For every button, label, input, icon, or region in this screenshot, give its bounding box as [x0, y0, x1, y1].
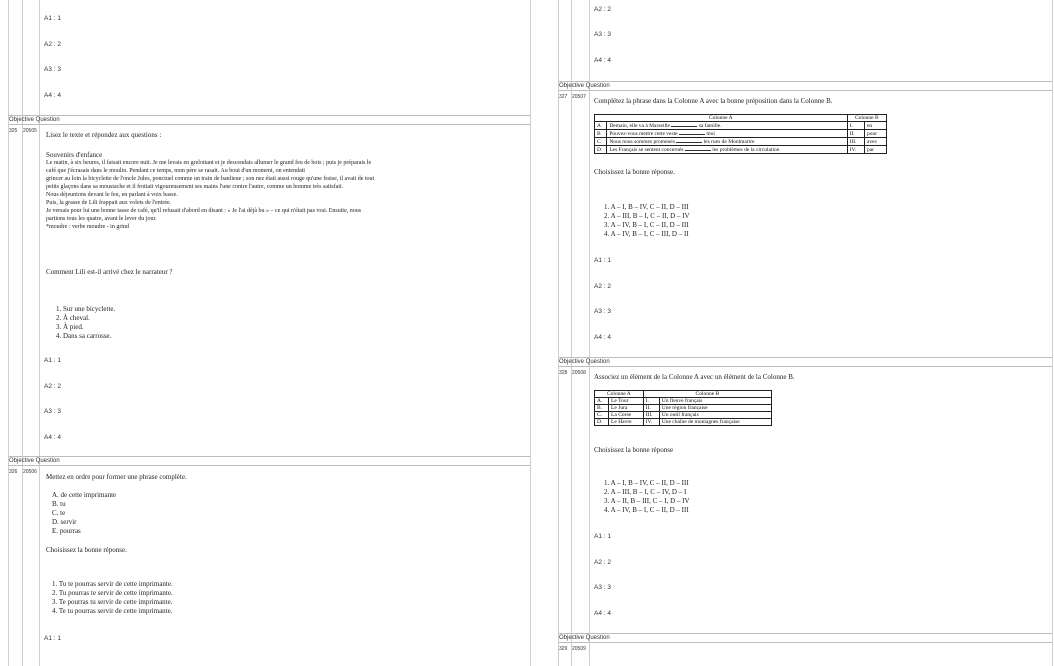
option: 4. A – IV, B – I, C – II, D – III — [604, 506, 689, 514]
table-row — [595, 138, 887, 146]
row-a — [607, 122, 847, 130]
table-row — [595, 398, 772, 405]
col-a-header: Colonne A — [595, 391, 644, 398]
option: 4. Dans sa carrosse. — [56, 332, 112, 340]
question-id: 20508 — [572, 370, 586, 376]
right-column — [556, 0, 1054, 666]
col-b-header: Colonne B — [847, 115, 886, 122]
passage-line: Puis, la grasse de Lili frappait aux volets de l'entrée. — [46, 200, 172, 206]
question-number: 327 — [559, 94, 568, 100]
answer-line: A1 : 1 — [594, 257, 611, 264]
question-number: 329 — [559, 646, 568, 652]
row-num: II. — [847, 130, 864, 138]
option: 1. A – I, B – IV, C – II, D – III — [604, 203, 689, 211]
sentence-part: E. pourras — [52, 527, 81, 535]
divider — [558, 90, 1052, 91]
question-number: 328 — [559, 370, 568, 376]
answer-line: A4 : 4 — [594, 57, 611, 64]
row-a-text: sa famille. — [698, 123, 722, 129]
divider — [558, 366, 1052, 367]
question-id: 20506 — [23, 469, 37, 475]
question-type: Objective Question — [559, 359, 610, 365]
passage-line: Le matin, à six heures, il faisait encore nuit. Je me levais en grelottant et je descendais allumer le grand feu de bois ; puis je préparais le — [46, 160, 372, 166]
option: 2. Tu pourras te servir de cette imprimante. — [52, 589, 173, 597]
answer-line: A4 : 4 — [44, 92, 61, 99]
sentence-part: B. tu — [52, 500, 66, 508]
question-number: 326 — [9, 469, 18, 475]
row-key: D — [595, 146, 607, 154]
divider — [558, 357, 1052, 358]
sentence-part: C. te — [52, 509, 66, 517]
question-number: 325 — [9, 128, 18, 134]
row-a-text: Nous nous sommes promenés — [609, 139, 675, 145]
row-a-text: les rues de Montmartre — [703, 139, 755, 145]
passage-title: Souvenirs d'enfance — [46, 151, 103, 159]
passage-line: *moudre : verbe moudre - in grind — [46, 224, 129, 230]
rule — [39, 0, 40, 666]
option: 2. A – III, B – I, C – II, D – IV — [604, 212, 690, 220]
row-a-text: moi — [706, 131, 715, 137]
instruction: Complétez la phrase dans la Colonne A avec la bonne préposition dans la Colonne B. — [594, 97, 833, 105]
divider — [558, 642, 1052, 643]
answer-line: A3 : 3 — [44, 66, 61, 73]
answer-line: A3 : 3 — [594, 31, 611, 38]
sentence-part: D. servir — [52, 518, 77, 526]
answer-line: A4 : 4 — [594, 334, 611, 341]
question-id: 20509 — [572, 646, 586, 652]
option: 4. A – IV, B – I, C – III, D – II — [604, 230, 689, 238]
row-a-text: Les Français se sentent concernés — [609, 147, 684, 153]
rule — [589, 0, 590, 666]
instruction: Associez un élément de la Colonne A avec un élément de la Colonne B. — [594, 373, 795, 381]
sentence-part: A. de cette imprimante — [52, 491, 117, 499]
divider — [558, 633, 1052, 634]
row-num: IV. — [847, 146, 864, 154]
answer-line: A1 : 1 — [44, 15, 61, 22]
passage-line: partions tous les quatre, avant le lever du jour. — [46, 216, 157, 222]
answer-line: A2 : 2 — [44, 383, 61, 390]
passage-line: petits glaçons dans sa moustache et il frottait vigoureusement ses mains l'une contre l'autre, comme un homme très satisfait. — [46, 184, 344, 190]
row-num: I. — [847, 122, 864, 130]
choose-label: Choisissez la bonne réponse. — [594, 168, 675, 176]
passage-line: café que j'écrasais dans le moulin. Pendant ce temps, mon père se rasait. Au bout d'un moment, on entendait — [46, 168, 306, 174]
row-b: par — [864, 146, 886, 154]
row-a — [607, 146, 847, 154]
passage-line: grincer au loin la bicyclette de l'oncle Jules, ponctuel comme un train de banlieue ; son nez était aussi rouge qu'une fraise, il avait de tout — [46, 176, 375, 182]
row-num: IV. — [643, 419, 659, 426]
row-num: III. — [643, 412, 659, 419]
question-type: Objective Question — [559, 635, 610, 641]
row-a-text: les problèmes de la circulation — [712, 147, 780, 153]
question-id: 20507 — [572, 94, 586, 100]
question-text: Comment Lili est-il arrivé chez le narrateur ? — [46, 268, 173, 276]
passage-line: Je versais pour lui une bonne tasse de café, qu'il refusait d'abord en disant : « Je l'ai déjà bu » – ce qui n'était pas vrai. Ensuite, nous — [46, 208, 362, 214]
option: 3. À pied. — [56, 323, 84, 331]
row-b: en — [864, 122, 886, 130]
divider — [8, 124, 530, 125]
row-num: II. — [643, 405, 659, 412]
row-a: Le Tour — [609, 398, 644, 405]
rule — [22, 0, 23, 666]
row-b: Un outil français — [659, 412, 771, 419]
blank — [671, 122, 697, 127]
answer-line: A4 : 4 — [44, 434, 61, 441]
option: 3. Te pourras tu servir de cette imprimante. — [52, 598, 173, 606]
option: 3. A – IV, B – I, C – II, D – III — [604, 221, 689, 229]
blank — [676, 138, 702, 143]
row-key: B. — [595, 405, 609, 412]
question-type: Objective Question — [9, 458, 60, 464]
table-row — [595, 405, 772, 412]
option: 1. Tu te pourras servir de cette imprimante. — [52, 580, 173, 588]
rule — [530, 0, 531, 666]
divider — [8, 456, 530, 457]
row-key: A. — [595, 398, 609, 405]
option: 2. A – III, B – I, C – IV, D – I — [604, 488, 687, 496]
blank — [679, 130, 705, 135]
row-a — [607, 138, 847, 146]
table-row — [595, 146, 887, 154]
row-key: C — [595, 138, 607, 146]
row-b: Un fleuve français — [659, 398, 771, 405]
option: 2. À cheval. — [56, 314, 90, 322]
col-a-header: Colonne A — [595, 115, 848, 122]
row-a-text: Demain, elle va à Marseille — [609, 123, 670, 129]
blank — [685, 146, 711, 151]
rule — [8, 0, 9, 666]
choose-label: Choisissez la bonne réponse — [594, 446, 674, 454]
answer-line: A3 : 3 — [594, 308, 611, 315]
row-b: Une région française — [659, 405, 771, 412]
answer-line: A2 : 2 — [594, 559, 611, 566]
answer-line: A2 : 2 — [594, 283, 611, 290]
passage-line: Nous déjeunions devant le feu, en parlant à voix basse. — [46, 192, 178, 198]
question-type: Objective Question — [559, 83, 610, 89]
option: 1. A – I, B – IV, C – II, D – III — [604, 479, 689, 487]
answer-line: A2 : 2 — [44, 41, 61, 48]
divider — [8, 115, 530, 116]
table-row — [595, 130, 887, 138]
answer-line: A1 : 1 — [44, 635, 61, 642]
option: 4. Te tu pourras servir de cette imprimante. — [52, 607, 173, 615]
row-key: C. — [595, 412, 609, 419]
table-row — [595, 122, 887, 130]
divider — [558, 81, 1052, 82]
answer-line: A4 : 4 — [594, 610, 611, 617]
row-num: III. — [847, 138, 864, 146]
answer-line: A2 : 2 — [594, 6, 611, 13]
answer-line: A1 : 1 — [44, 357, 61, 364]
row-key: B — [595, 130, 607, 138]
question-type: Objective Question — [9, 117, 60, 123]
option: 1. Sur une bicyclette. — [56, 305, 116, 313]
row-a: Le Jura — [609, 405, 644, 412]
row-b: pour — [864, 130, 886, 138]
row-a: Le Havre — [609, 419, 644, 426]
row-key: A — [595, 122, 607, 130]
row-a-text: Pouvez-vous mettre cette veste — [609, 131, 678, 137]
row-a: La Corse — [609, 412, 644, 419]
instruction: Mettez en ordre pour former une phrase complète. — [46, 473, 187, 481]
instruction: Lisez le texte et répondez aux questions : — [46, 131, 162, 139]
match-table — [594, 390, 772, 426]
rule — [1052, 0, 1053, 666]
option: 3. A – II, B – III, C – I, D – IV — [604, 497, 690, 505]
answer-line: A3 : 3 — [44, 408, 61, 415]
row-b: Une chaîne de montagnes française — [659, 419, 771, 426]
row-key: D. — [595, 419, 609, 426]
col-b-header: Colonne B — [643, 391, 771, 398]
row-b: avec — [864, 138, 886, 146]
match-table — [594, 114, 887, 154]
divider — [8, 465, 530, 466]
question-id: 20505 — [23, 128, 37, 134]
table-row — [595, 419, 772, 426]
answer-line: A1 : 1 — [594, 533, 611, 540]
row-a — [607, 130, 847, 138]
table-row — [595, 412, 772, 419]
answer-line: A3 : 3 — [594, 584, 611, 591]
choose-label: Choisissez la bonne réponse. — [46, 546, 127, 554]
row-num: I. — [643, 398, 659, 405]
